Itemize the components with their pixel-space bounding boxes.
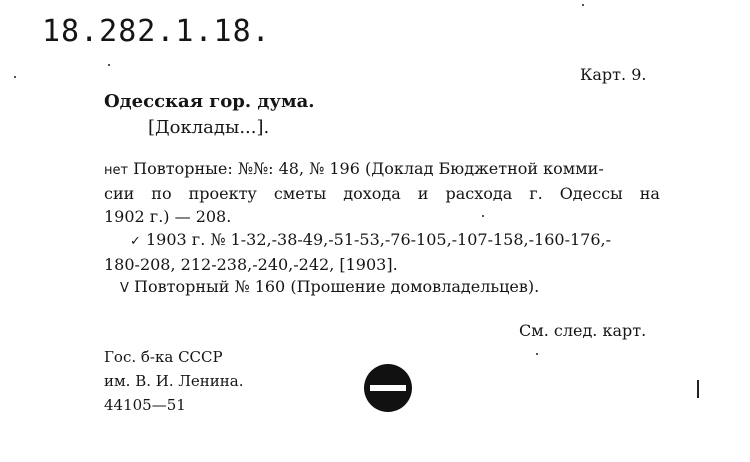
library-code: 44105—51: [104, 396, 186, 414]
speck: [482, 215, 484, 217]
card-subtitle: [Доклады...].: [148, 117, 270, 138]
library-stamp-icon: [364, 364, 412, 412]
speck: [14, 76, 16, 78]
library-dedication: им. В. И. Ленина.: [104, 372, 244, 390]
line2-word: Одессы: [559, 184, 623, 203]
line2-word: сметы: [273, 184, 327, 203]
mark-net: нет: [104, 163, 129, 178]
stamp-bar: [370, 385, 406, 391]
speck: [582, 4, 584, 6]
next-card-note: См. след. карт.: [519, 321, 647, 340]
check-mark-1: ✓: [130, 234, 141, 249]
card-title: Одесская гор. дума.: [104, 91, 315, 112]
entry-line-4: [130, 230, 611, 249]
line2-word: г.: [529, 184, 543, 203]
entry-line-1-text: Повторные: №№: 48, № 196 (Доклад Бюджетной комми-: [133, 159, 604, 178]
speck: [108, 64, 110, 66]
line2-word: дохода: [343, 184, 401, 203]
line2-word: по: [151, 184, 172, 203]
shelfmark: 18.282.1.18.: [42, 14, 271, 49]
entry-line-4-text: 1903 г. № 1-32,-38-49,-51-53,-76-105,-107-158,-160-176,-: [146, 230, 612, 249]
margin-mark: [697, 380, 699, 398]
entry-line-6: [120, 277, 539, 296]
library-imprint: [104, 345, 243, 417]
line2-word: расхода: [445, 184, 513, 203]
check-mark-2: V: [120, 281, 129, 296]
line2-word: проекту: [188, 184, 257, 203]
speck: [536, 353, 538, 355]
entry-line-1: [104, 159, 604, 178]
line2-word: и: [417, 184, 429, 203]
card-number: Карт. 9.: [580, 65, 647, 84]
line2-word: сии: [104, 184, 135, 203]
line2-word: на: [639, 184, 660, 203]
entry-line-3: 1902 г.) — 208.: [104, 207, 232, 226]
entry-line-2: [104, 184, 660, 203]
entry-line-6-text: Повторный № 160 (Прошение домовладельцев).: [134, 277, 540, 296]
library-name: Гос. б-ка СССР: [104, 348, 223, 366]
entry-line-5: 180-208, 212-238,-240,-242, [1903].: [104, 255, 398, 274]
